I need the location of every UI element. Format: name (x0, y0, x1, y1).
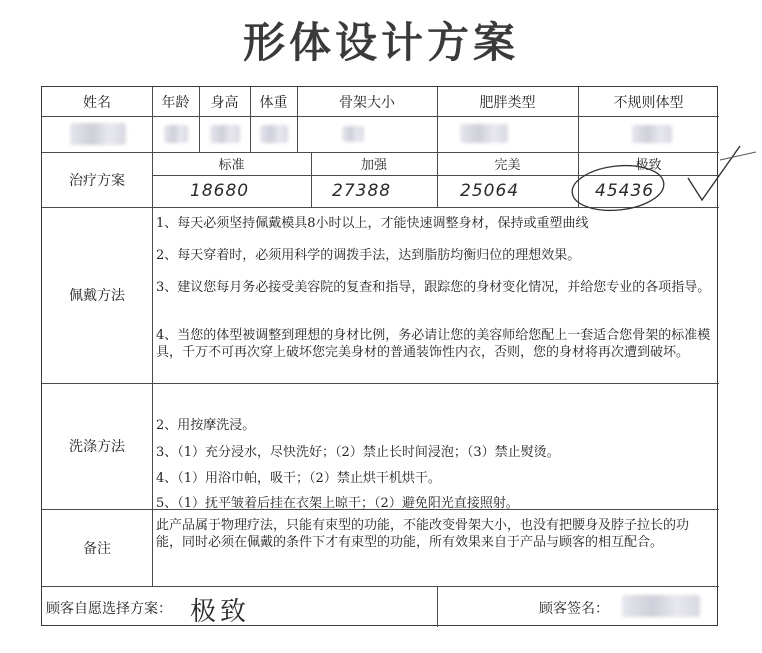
wearing-item: 1、每天必须坚持佩戴模具8小时以上，才能快速调整身材，保持或重塑曲线 (156, 216, 589, 231)
row-divider (152, 175, 719, 176)
plan-price-handwritten: 18680 (190, 181, 250, 201)
redacted-name (70, 123, 126, 145)
wearing-item: 4、当您的体型被调整到理想的身材比例，务必请让您的美容师给您配上一套适合您骨架的标准模具，千万不可再次穿上破坏您完美身材的普通装饰性内衣，否则，您的身材将再次遭到破坏。 (156, 328, 711, 360)
header-name: 姓名 (83, 94, 111, 111)
redacted-signature (622, 595, 700, 617)
plan-name: 极致 (635, 158, 662, 173)
redacted-age (164, 125, 188, 143)
header-frame-size: 骨架大小 (339, 94, 395, 111)
plan-name: 完美 (494, 158, 521, 173)
signature-label: 顾客签名： (539, 601, 609, 617)
plan-price-handwritten: 27388 (332, 181, 392, 201)
washing-item: 3、（1）充分浸水，尽快洗好；（2）禁止长时间浸泡；（3）禁止熨烫。 (156, 445, 560, 460)
redacted-weight (260, 125, 288, 143)
washing-item: 2、用按摩洗浸。 (156, 418, 256, 433)
redacted-height (210, 125, 240, 143)
choice-label: 顾客自愿选择方案： (46, 601, 172, 617)
redacted-fat-type (460, 124, 508, 143)
plan-name: 加强 (360, 158, 387, 173)
redacted-frame-size (342, 126, 364, 142)
wearing-item: 3、建议您每月务必接受美容院的复查和指导，跟踪您的身材变化情况，并给您专业的各项指导。 (156, 280, 711, 295)
header-irregular-body: 不规则体型 (613, 94, 684, 111)
header-fat-type: 肥胖类型 (479, 94, 536, 111)
header-weight: 体重 (259, 94, 288, 111)
treatment-label: 治疗方案 (69, 172, 125, 189)
wearing-item: 2、每天穿着时，必须用科学的调拨手法，达到脂肪均衡归位的理想效果。 (156, 248, 581, 263)
header-age: 年龄 (161, 94, 190, 111)
page-title: 形体设计方案 (242, 18, 519, 67)
plan-name: 标准 (218, 158, 245, 173)
header-height: 身高 (210, 94, 239, 111)
row-divider (42, 116, 719, 117)
washing-item: 5、（1）抚平皱着后挂在衣架上晾干；（2）避免阳光直接照射。 (156, 496, 519, 511)
col-divider (437, 586, 438, 627)
choice-handwritten: 极致 (190, 597, 251, 627)
plan-price-handwritten: 25064 (460, 181, 520, 201)
design-form (41, 86, 718, 626)
notes-text: 此产品属于物理疗法，只能有束型的功能，不能改变骨架大小，也没有把腰身及脖子拉长的功能，同时必须在佩戴的条件下才有束型的功能，所有效果来自于产品与顾客的相互配合。 (156, 518, 690, 550)
row-divider (42, 586, 719, 587)
plan-price-handwritten: 45436 (595, 181, 655, 201)
notes-label: 备注 (83, 540, 111, 557)
pen-stroke-icon (720, 152, 756, 160)
washing-item: 4、（1）用浴巾帕，吸干；（2）禁止烘干机烘干。 (156, 471, 441, 486)
wearing-label: 佩戴方法 (69, 288, 125, 304)
washing-label: 洗涤方法 (69, 439, 125, 455)
redacted-irregular (632, 125, 672, 143)
